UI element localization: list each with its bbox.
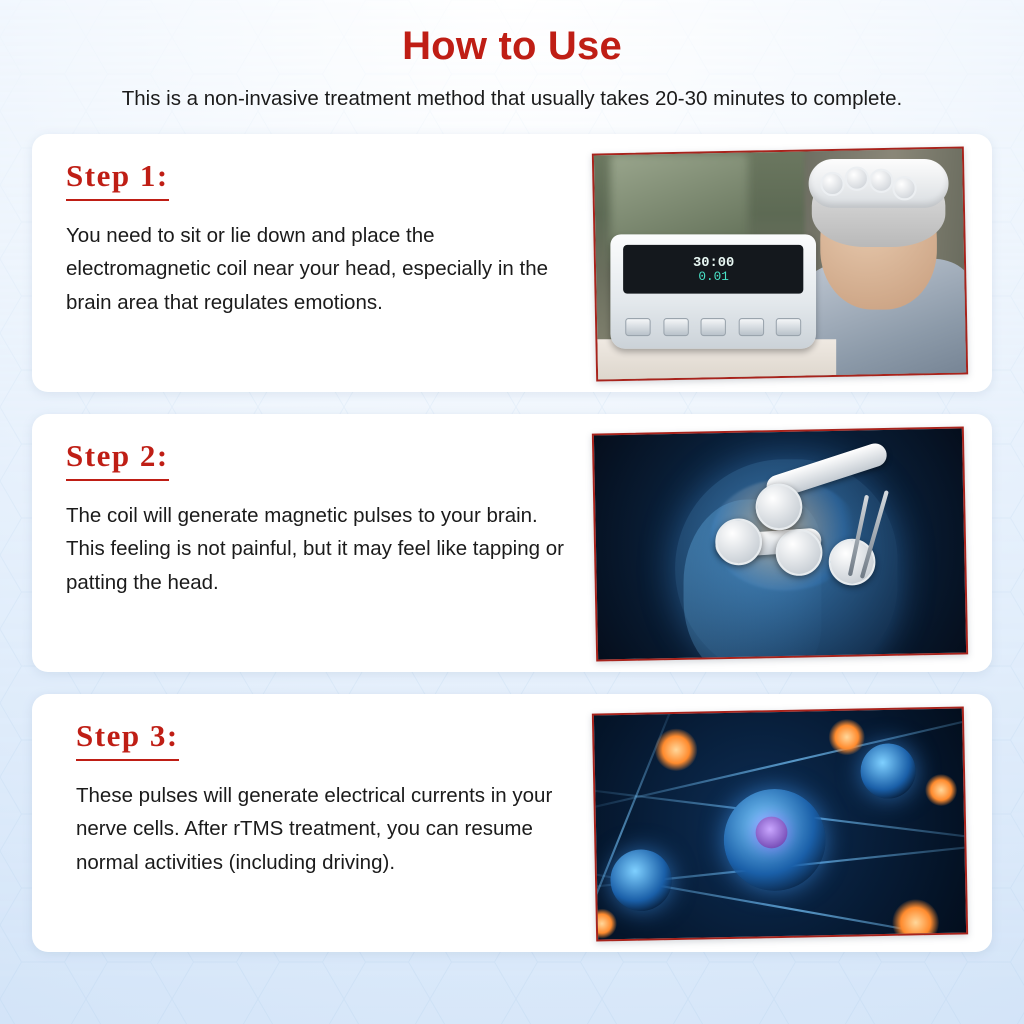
photo3-electrical-spark: [592, 909, 616, 939]
photo2-coil-disc: [716, 519, 763, 566]
photo1-coil-pad: [869, 169, 893, 193]
photo1-device-screen: [624, 245, 804, 294]
photo1-device-button: [663, 318, 688, 336]
step-3-image-frame: [592, 706, 968, 941]
step-3-text-block: [32, 694, 592, 952]
photo1-device-button: [701, 318, 726, 336]
photo1-device-readout: [693, 255, 734, 284]
step-card-1: [32, 134, 992, 392]
step-2-text-block: [32, 414, 592, 672]
photo3-electrical-spark: [828, 719, 864, 755]
photo1-device-button: [626, 318, 651, 336]
step-2-label: Step 2:: [66, 440, 169, 482]
step-2-body: The coil will generate magnetic pulses to your brain. This feeling is not painful, but it may feel like tapping or patting the head.: [66, 504, 564, 594]
photo3-electrical-spark: [925, 774, 957, 806]
photo1-device-button: [776, 318, 801, 336]
photo3-electrical-spark: [655, 729, 697, 771]
photo2-coil-disc: [756, 484, 803, 531]
steps-list: [0, 134, 1024, 952]
step-2-photo: [592, 426, 968, 661]
photo1-control-unit: [611, 234, 817, 348]
step-1-image-frame: [592, 146, 968, 381]
step-3-body: These pulses will generate electrical currents in your nerve cells. After rTMS treatment, you can resume normal activities (including driving).: [76, 784, 553, 874]
photo1-device-buttons: [626, 318, 802, 336]
photo1-device-button: [739, 318, 764, 336]
photo1-coil-pad: [844, 166, 868, 190]
step-1-text-block: [32, 134, 592, 392]
step-1-body: You need to sit or lie down and place the electromagnetic coil near your head, especially in the brain area that regulates emotions.: [66, 224, 549, 314]
photo3-neuron-nucleus: [756, 816, 788, 848]
photo1-intensity-value: 0.01: [698, 268, 729, 284]
page-subtitle: This is a non-invasive treatment method that usually takes 20-30 minutes to complete.: [121, 87, 903, 110]
step-card-3: [32, 694, 992, 952]
step-3-label: Step 3:: [76, 720, 179, 762]
step-1-photo: [592, 146, 968, 381]
step-card-2: [32, 414, 992, 672]
step-2-image-frame: [592, 426, 968, 661]
photo2-coil-disc: [776, 529, 823, 576]
photo3-neuron-body: [861, 744, 916, 799]
photo3-electrical-spark: [893, 899, 940, 942]
page-title: How to Use: [402, 24, 622, 68]
step-1-label: Step 1:: [66, 160, 169, 202]
photo1-coil-pad: [820, 171, 844, 195]
photo1-timer-value: 30:00: [692, 253, 735, 270]
photo3-neuron-body: [611, 849, 672, 910]
step-3-photo: [592, 706, 968, 941]
